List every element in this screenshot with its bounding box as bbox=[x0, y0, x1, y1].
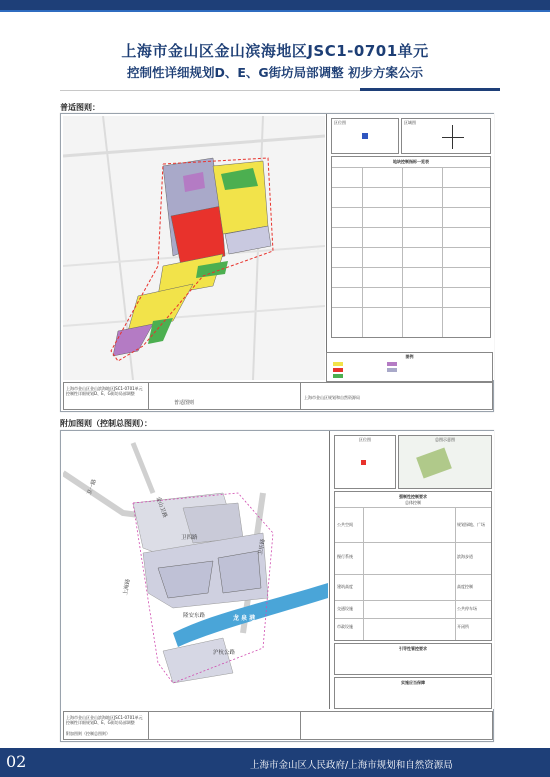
table-row bbox=[332, 227, 490, 228]
road-label: 金山卫路 bbox=[154, 495, 168, 519]
page-number: 02 bbox=[6, 752, 27, 771]
table-row bbox=[332, 187, 490, 188]
region-map-box bbox=[401, 118, 491, 154]
indicator-table-title: 地块控制指标一览表 bbox=[393, 159, 429, 164]
table-col-divider bbox=[442, 167, 443, 337]
region-map-label: 区域图 bbox=[404, 120, 416, 125]
table-row bbox=[332, 307, 490, 308]
legend-swatch bbox=[333, 374, 343, 378]
attached-plan-title-block bbox=[63, 711, 493, 740]
normal-plan-map-drawing bbox=[63, 116, 325, 380]
overview-map-box bbox=[398, 435, 492, 489]
normal-plan-title-block bbox=[63, 382, 493, 410]
control-row-note: 公共停车场 bbox=[457, 606, 477, 611]
control-subtitle: 总体控制 bbox=[405, 500, 421, 505]
attached-location-label: 区位图 bbox=[359, 437, 371, 442]
attached-plan-map-drawing bbox=[63, 433, 328, 708]
road-label: 卫四路 bbox=[181, 535, 198, 541]
location-map-box bbox=[331, 118, 399, 154]
location-map-label: 区位图 bbox=[334, 120, 346, 125]
table-row bbox=[332, 207, 490, 208]
normal-plan-panel bbox=[60, 113, 494, 412]
overview-map-label: 总图示意图 bbox=[435, 437, 455, 442]
title-block-caption: 普适图则 bbox=[174, 400, 195, 406]
header-accent bbox=[0, 10, 550, 12]
page-subtitle: 控制性详细规划D、E、G街坊局部调整 初步方案公示 bbox=[126, 65, 424, 80]
legend-swatch bbox=[333, 362, 343, 366]
control-requirements-table bbox=[334, 491, 492, 641]
attached-plan-label: 附加图则（控制总图则）： bbox=[60, 419, 152, 428]
control-row-note: 滨海步道 bbox=[457, 554, 473, 559]
road-label: 卫一路 bbox=[86, 478, 98, 497]
normal-plan-map[interactable] bbox=[63, 116, 325, 380]
guidance-box bbox=[334, 643, 492, 675]
control-title: 强制性控制要求 bbox=[399, 494, 427, 499]
attached-location-box bbox=[334, 435, 396, 489]
control-row-name: 公共空间 bbox=[337, 522, 353, 527]
implementation-title: 实施应当保障 bbox=[401, 680, 425, 685]
page-title: 上海市金山区金山滨海地区JSC1-0701单元 bbox=[121, 42, 429, 60]
legend-swatch bbox=[387, 368, 397, 372]
legend-swatch bbox=[387, 362, 397, 366]
title-divider-accent bbox=[360, 88, 500, 91]
location-marker bbox=[361, 460, 366, 465]
road-label: 沪杭公路 bbox=[213, 650, 236, 656]
footer-org: 上海市金山区人民政府/上海市规划和自然资源局 bbox=[250, 760, 453, 771]
table-col-divider bbox=[362, 167, 363, 337]
guidance-title: 引导性管控要求 bbox=[399, 646, 427, 651]
normal-plan-side-panel bbox=[326, 114, 494, 380]
legend-box bbox=[326, 352, 493, 382]
title-block-caption: 附加图则（控制总图则） bbox=[66, 731, 110, 736]
header-bar bbox=[0, 0, 550, 10]
control-row-name: 慢行系统 bbox=[337, 554, 353, 559]
attached-plan-side-panel bbox=[329, 431, 494, 709]
compass-icon bbox=[442, 137, 464, 138]
legend-title: 图例 bbox=[405, 354, 414, 359]
table-col-divider bbox=[402, 167, 403, 337]
indicator-table bbox=[331, 156, 491, 338]
road-label: 上海路 bbox=[122, 578, 132, 596]
legend-swatch bbox=[333, 368, 343, 372]
location-marker bbox=[362, 133, 368, 139]
control-row-note: 开闭所 bbox=[457, 624, 469, 629]
table-row bbox=[332, 247, 490, 248]
road-label: 隆安东路 bbox=[183, 613, 206, 619]
table-row bbox=[332, 167, 490, 168]
attached-plan-map[interactable] bbox=[63, 433, 328, 708]
title-block-owner: 上海市金山区规划和自然资源局 bbox=[304, 395, 360, 400]
control-row-note: 高度控制 bbox=[457, 584, 473, 589]
title-block-project: 上海市金山区金山滨海地区JSC1-0701单元控制性详细规划D、E、G街坊局部调整 bbox=[66, 715, 143, 725]
attached-plan-panel bbox=[60, 430, 494, 742]
control-row-note: 规划绿地、广场 bbox=[457, 522, 485, 527]
road-label: 卫乐路 bbox=[257, 538, 267, 556]
table-row bbox=[332, 287, 490, 288]
implementation-box bbox=[334, 677, 492, 709]
river-label: 龙 泉 港 bbox=[233, 615, 256, 622]
control-row-name: 市政设施 bbox=[337, 624, 353, 629]
table-row bbox=[332, 267, 490, 268]
control-row-name: 交通设施 bbox=[337, 606, 353, 611]
control-row-name: 建筑高度 bbox=[337, 584, 353, 589]
title-block-project: 上海市金山区金山滨海地区JSC1-0701单元控制性详细规划D、E、G街坊局部调整 bbox=[66, 386, 143, 396]
normal-plan-label: 普适图则： bbox=[60, 103, 100, 112]
